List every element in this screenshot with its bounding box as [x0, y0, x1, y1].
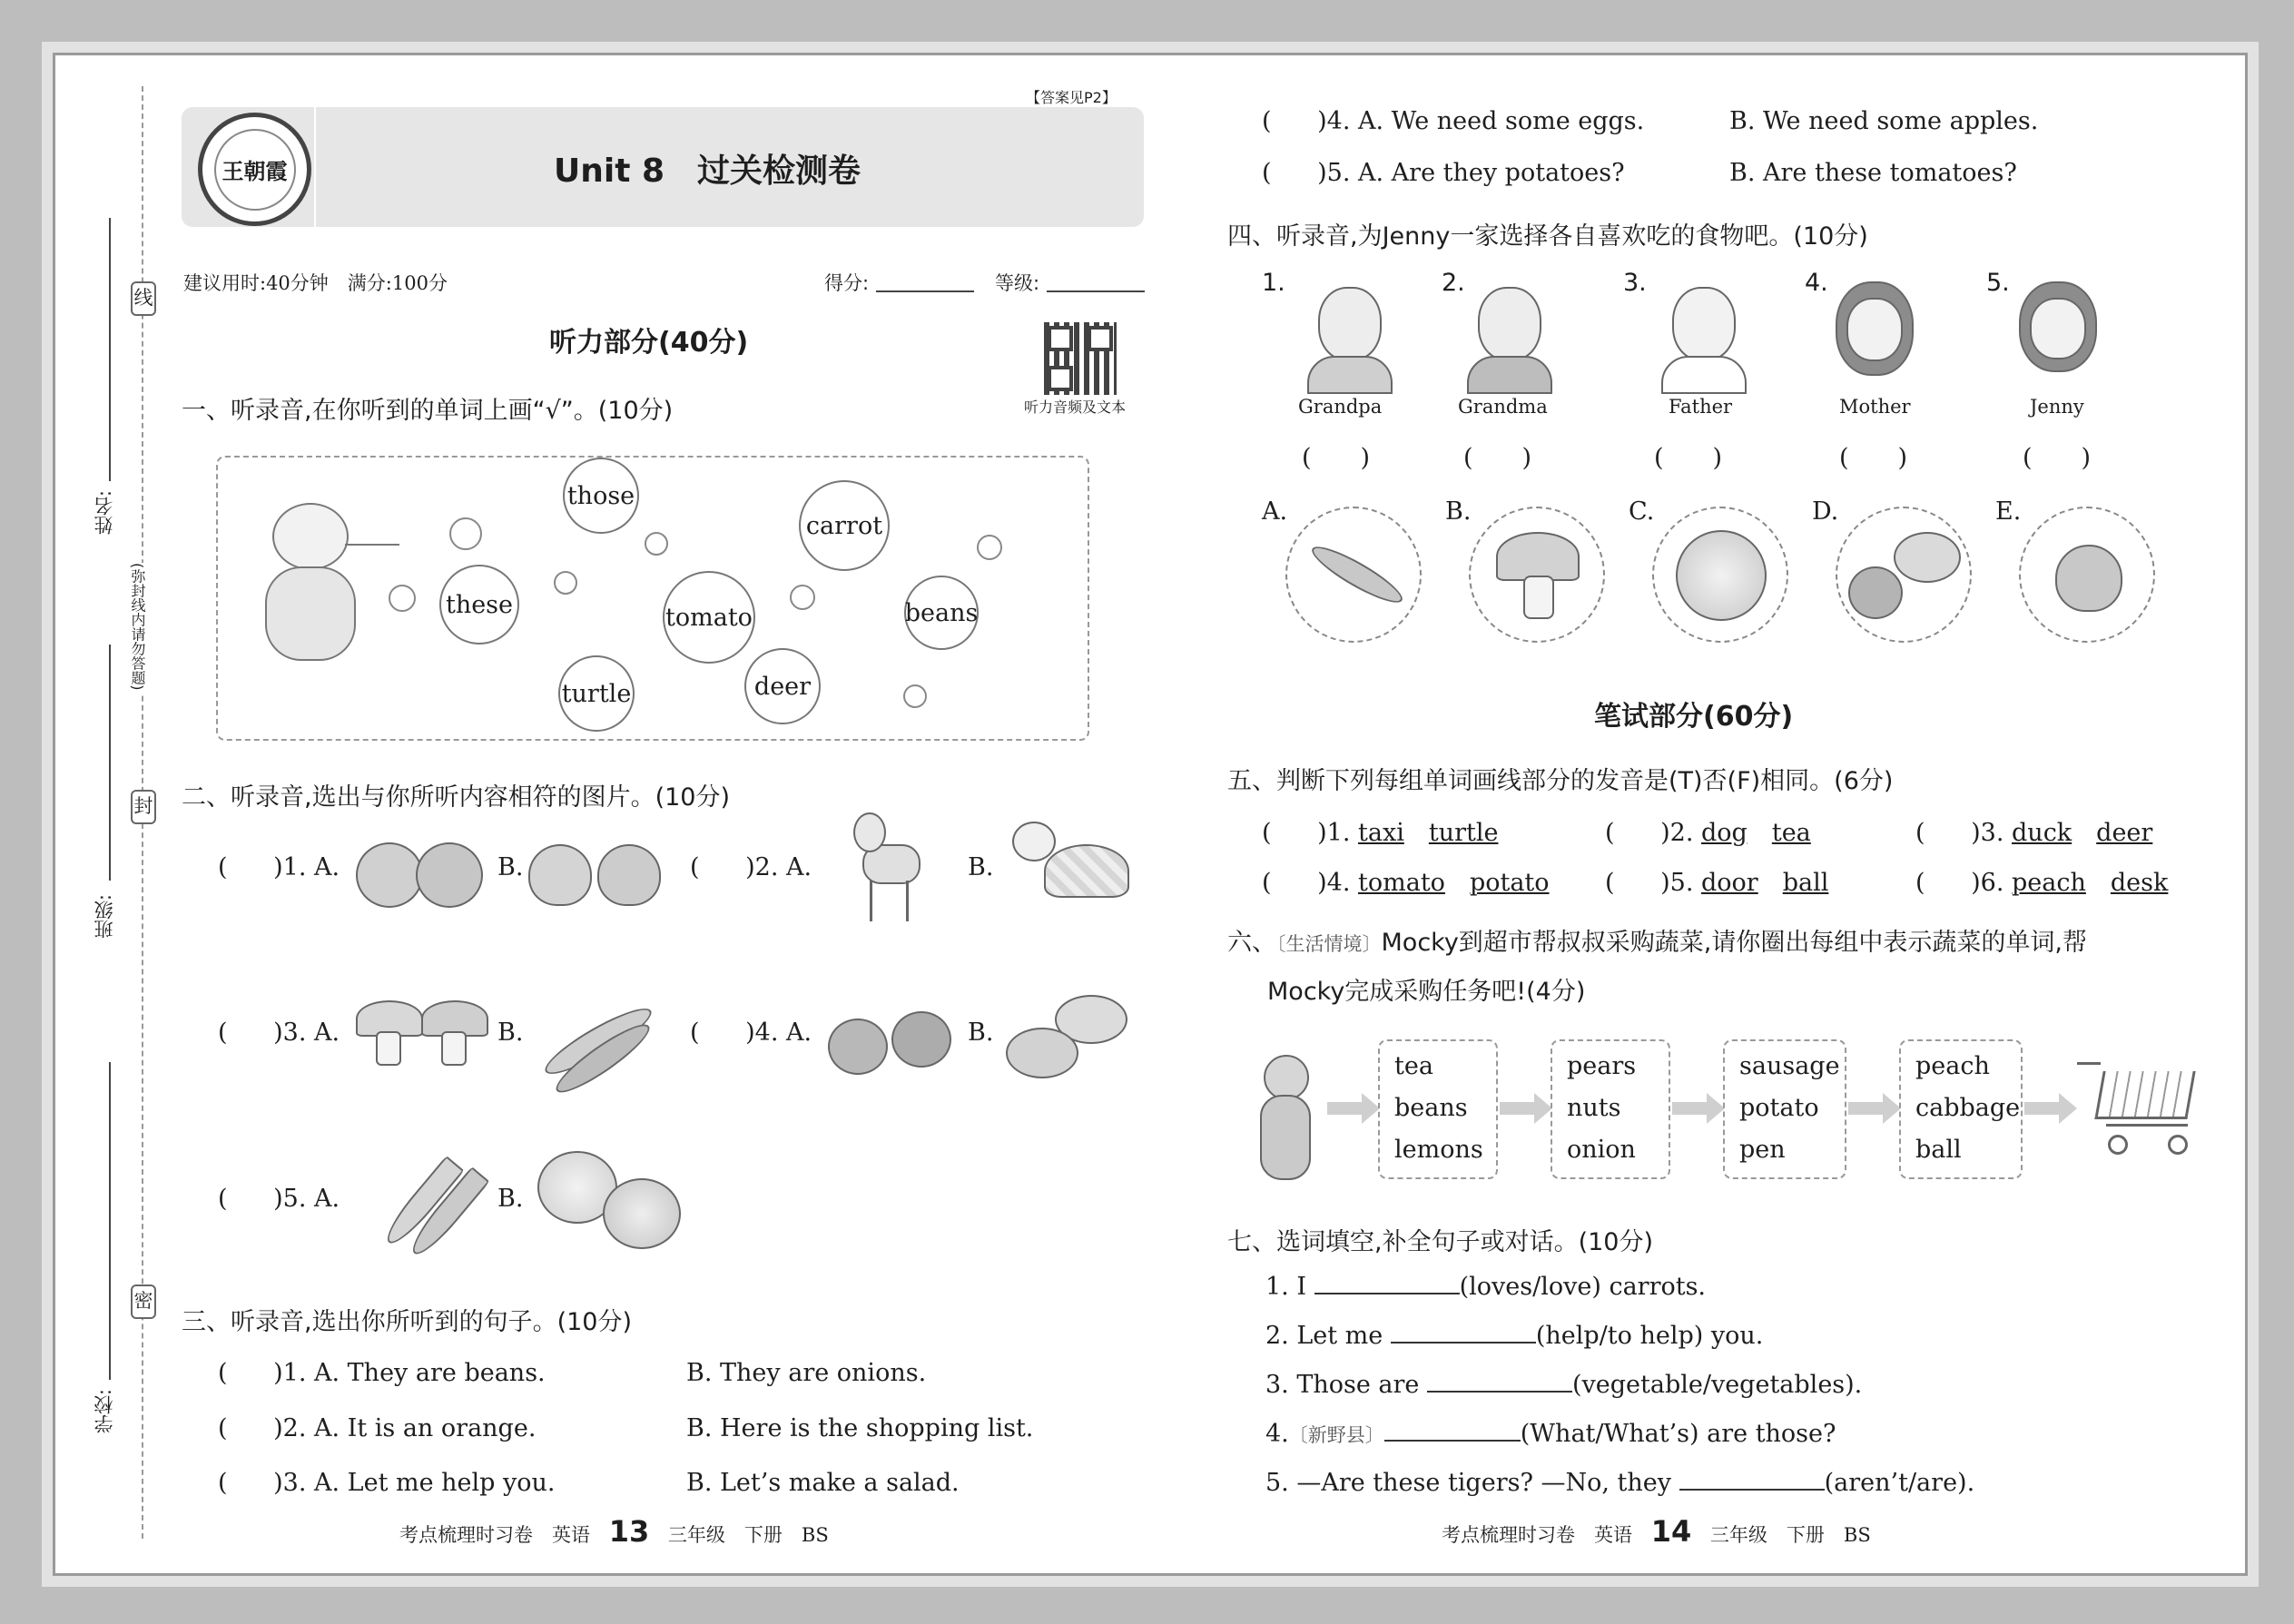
footer-left: [399, 1514, 829, 1549]
empty-bubble: [449, 517, 482, 550]
onion-shape: [356, 842, 423, 908]
shoulders-shape: [1467, 356, 1552, 394]
page-number-13: 13: [608, 1514, 650, 1549]
q5-word: tomato: [1358, 869, 1445, 897]
q5-word: deer: [2096, 819, 2153, 847]
jenny-illustration: [2015, 281, 2097, 390]
pig-blowing-bubbles-illustration: [256, 494, 356, 675]
q3-item-3-a: )3. A. Let me help you.: [273, 1469, 556, 1497]
q5-item-2-num: )2.: [1660, 819, 1694, 847]
q6-arrow: [1672, 1102, 1708, 1115]
class-field[interactable]: [109, 645, 111, 881]
person-num-3: 3.: [1623, 269, 1647, 297]
deer-leg: [870, 881, 872, 921]
q2-item-2-label: )2. A.: [745, 853, 812, 881]
food-options-row: [1262, 497, 2179, 652]
pig-body: [265, 566, 356, 661]
person-num-1: 1.: [1262, 269, 1285, 297]
banner-divider: [314, 107, 316, 227]
q6-arrow-head: [1707, 1093, 1725, 1124]
empty-bubble: [554, 571, 577, 595]
person-name-mother: Mother: [1839, 396, 1911, 418]
onion-shape: [597, 844, 661, 906]
class-label: [91, 894, 118, 943]
onion-shape: [528, 844, 592, 906]
cart-basket: [2094, 1071, 2195, 1119]
q3-item-3: ( )3. A. Let me help you.: [218, 1469, 556, 1497]
grandpa-illustration: [1307, 281, 1389, 390]
score-label: 得分:: [824, 272, 870, 294]
beans-picture[interactable]: [537, 991, 655, 1091]
q7-text: (What/What’s) are those?: [1520, 1420, 1836, 1448]
q7-text: (help/to help) you.: [1535, 1322, 1764, 1350]
q5-word: turtle: [1428, 819, 1499, 847]
q3-item-1: ( )1. A. They are beans.: [218, 1359, 546, 1387]
potatoes-picture[interactable]: [1006, 995, 1133, 1082]
written-section-title: 笔试部分(60分): [1594, 701, 1794, 733]
empty-bubble: [389, 585, 416, 612]
q5-item-2: ( )2. dog tea: [1605, 819, 1811, 847]
q6-arrow-head: [1362, 1093, 1380, 1124]
q6-word[interactable]: potato: [1739, 1094, 1819, 1122]
q7-region-tag: 〔新野县〕: [1288, 1424, 1384, 1446]
q1-instruction: 一、听录音,在你听到的单词上画“√”。(10分): [182, 397, 674, 425]
q5-item-6-num: )6.: [1971, 869, 2004, 897]
q7-blank-2[interactable]: [1391, 1322, 1536, 1343]
mother-illustration: [1832, 281, 1914, 390]
q7-item-4: [1265, 1420, 1836, 1448]
q4-instruction: 四、听录音,为Jenny一家选择各自喜欢吃的食物吧。(10分): [1227, 222, 1868, 251]
turtle-shell: [1044, 844, 1129, 898]
q3-item-4-a: )4. A. We need some eggs.: [1317, 107, 1645, 135]
food-option-b-plate[interactable]: [1469, 507, 1605, 643]
name-field[interactable]: [109, 218, 111, 481]
q6-word[interactable]: cabbage: [1915, 1094, 2021, 1122]
q5-word: peach: [2012, 869, 2086, 897]
mushroom-stem: [376, 1031, 401, 1066]
q7-text: 2. Let me: [1265, 1322, 1391, 1350]
binding-margin: [91, 64, 182, 1561]
person-num-2: 2.: [1442, 269, 1465, 297]
q6-word[interactable]: sausage: [1739, 1052, 1840, 1080]
cabbage-shape: [1676, 530, 1767, 621]
person-num-4: 4.: [1805, 269, 1828, 297]
empty-bubble: [903, 684, 927, 708]
person-name-grandpa: Grandpa: [1298, 396, 1383, 418]
empty-bubble: [977, 535, 1002, 560]
person-name-jenny: Jenny: [2030, 396, 2084, 418]
q5-word: desk: [2110, 869, 2169, 897]
word-bubble-deer[interactable]: deer: [744, 648, 821, 724]
footer-right-grade: 三年级 下册 BS: [1709, 1524, 1871, 1546]
q2-item-2: ( )2. A.: [690, 853, 812, 881]
q3-item-4: ( )4. A. We need some eggs.: [1262, 107, 1645, 135]
q3-item-1-a: )1. A. They are beans.: [273, 1359, 546, 1387]
q7-text: 1. I: [1265, 1273, 1314, 1301]
mushroom-cap: [1496, 532, 1580, 581]
school-label: [91, 1389, 118, 1438]
q3-item-2-b: B. Here is the shopping list.: [686, 1414, 1034, 1442]
q3-item-3-b: B. Let’s make a salad.: [686, 1469, 960, 1497]
q2-item-5-b: B.: [497, 1185, 524, 1213]
q7-text: (aren’t/are).: [1824, 1469, 1975, 1497]
q2-item-1: ( )1. A.: [218, 853, 340, 881]
tomato-shape: [891, 1011, 951, 1068]
mushroom-stem: [441, 1031, 467, 1066]
q6-word[interactable]: peach: [1915, 1052, 1990, 1080]
q5-word: duck: [2012, 819, 2072, 847]
word-bubble-beans[interactable]: beans: [904, 576, 979, 650]
seal-note-text: (弥封线内请勿答题): [129, 563, 146, 691]
mushroom-stem: [1523, 576, 1554, 619]
turtle-head: [1012, 822, 1056, 861]
cart-base: [2106, 1124, 2188, 1127]
q2-item-3: ( )3. A.: [218, 1019, 340, 1047]
q5-word: potato: [1469, 869, 1550, 897]
binding-mark-feng: 封: [131, 790, 156, 824]
seal-note: [123, 563, 151, 695]
food-option-c-plate[interactable]: [1652, 507, 1788, 643]
q6-word[interactable]: nuts: [1567, 1094, 1621, 1122]
shoulders-shape: [1661, 356, 1747, 394]
name-label-text: 姓名:: [94, 490, 115, 536]
person-name-grandma: Grandma: [1458, 396, 1548, 418]
q7-text: 4.: [1265, 1420, 1289, 1448]
q6-word[interactable]: onion: [1567, 1136, 1636, 1164]
tomato-shape: [1848, 566, 1903, 619]
class-label-text: 班级:: [94, 894, 115, 940]
q5-word: tea: [1771, 819, 1811, 847]
publisher-seal-logo: [198, 113, 311, 226]
q6-number: 六、: [1227, 929, 1276, 957]
q5-word: ball: [1782, 869, 1829, 897]
word-bubble-those[interactable]: those: [563, 458, 639, 534]
person-answer-3[interactable]: ( ): [1654, 444, 1723, 472]
q6-text: Mocky到超市帮叔叔采购蔬菜,请你圈出每组中表示蔬菜的单词,帮: [1381, 929, 2087, 957]
qr-code[interactable]: [1044, 322, 1117, 395]
q6-word[interactable]: pen: [1739, 1136, 1786, 1164]
q5-word: taxi: [1358, 819, 1404, 847]
q6-word[interactable]: tea: [1394, 1052, 1433, 1080]
q2-item-1-b: B.: [497, 853, 524, 881]
word-bubble-turtle[interactable]: turtle: [558, 655, 635, 732]
seal-inner: 王朝霞: [214, 129, 296, 211]
q7-blank-1[interactable]: [1314, 1273, 1460, 1294]
monkey-head: [1264, 1055, 1309, 1100]
q3-item-1-b: B. They are onions.: [686, 1359, 927, 1387]
footer-right: [1442, 1514, 1871, 1549]
person-answer-2[interactable]: ( ): [1463, 444, 1532, 472]
q7-blank-3[interactable]: [1427, 1371, 1572, 1393]
person-answer-5[interactable]: ( ): [2023, 444, 2092, 472]
potato-shape: [1894, 532, 1961, 583]
score-field[interactable]: [876, 290, 974, 292]
binding-mark-xian: 线: [131, 281, 156, 316]
page-title: Unit 8 过关检测卷: [554, 153, 861, 190]
q5-item-3: ( )3. duck deer: [1915, 819, 2153, 847]
q6-arrow: [1500, 1102, 1536, 1115]
deer-picture[interactable]: [844, 808, 926, 926]
q6-word[interactable]: beans: [1394, 1094, 1468, 1122]
q3-instruction: 三、听录音,选出你所听到的句子。(10分): [182, 1308, 633, 1336]
q7-item-1: [1265, 1273, 1706, 1301]
empty-bubble: [645, 532, 668, 556]
qr-caption: 听力音频及文本: [1024, 399, 1127, 416]
onions-picture-b[interactable]: [528, 835, 665, 908]
word-bubble-carrot[interactable]: carrot: [799, 480, 890, 571]
q6-group-3: [1723, 1039, 1846, 1179]
q3-item-5-b: B. Are these tomatoes?: [1729, 159, 2017, 187]
answer-reference: 【答案见P2】: [1026, 89, 1117, 106]
q1-word-bubble-box: [216, 456, 1089, 741]
q6-instruction: [1227, 922, 2087, 958]
q6-arrow-head: [2059, 1093, 2077, 1124]
q7-item-3: [1265, 1371, 1862, 1399]
q3-item-5: ( )5. A. Are they potatoes?: [1262, 159, 1625, 187]
q2-item-3-label: )3. A.: [273, 1019, 340, 1047]
food-option-a-label: A.: [1262, 497, 1288, 526]
tomato-shape: [828, 1019, 888, 1075]
q7-blank-4[interactable]: [1384, 1420, 1521, 1442]
food-option-e-label: E.: [1995, 497, 2022, 526]
qr-corner: [1048, 366, 1073, 391]
q5-instruction: 五、判断下列每组单词画线部分的发音是(T)否(F)相同。(6分): [1227, 767, 1894, 795]
q6-word[interactable]: lemons: [1394, 1136, 1483, 1164]
q6-arrow: [1848, 1102, 1885, 1115]
face-shape: [2030, 298, 2086, 359]
cabbage-shape: [603, 1178, 681, 1249]
grandma-illustration: [1467, 281, 1549, 390]
family-row: [1262, 263, 2179, 481]
qr-corner: [1088, 326, 1113, 351]
deer-leg: [906, 881, 909, 921]
q2-item-2-b: B.: [968, 853, 994, 881]
q7-instruction: 七、选词填空,补全句子或对话。(10分): [1227, 1228, 1654, 1256]
q3-item-2: ( )2. A. It is an orange.: [218, 1414, 537, 1442]
school-label-text: 学校:: [94, 1389, 115, 1434]
deer-head: [853, 812, 886, 852]
food-option-d-label: D.: [1812, 497, 1839, 526]
tomatoes-picture[interactable]: [828, 1006, 955, 1074]
potato-shape: [1006, 1028, 1078, 1078]
food-option-a-plate[interactable]: [1285, 507, 1422, 643]
q2-item-5-label: )5. A.: [273, 1185, 340, 1213]
q6-arrow-head: [1883, 1093, 1901, 1124]
mushrooms-picture[interactable]: [356, 997, 492, 1069]
q2-item-5: ( )5. A.: [218, 1185, 340, 1213]
food-option-d-plate[interactable]: [1836, 507, 1972, 643]
bubble-wand: [345, 544, 399, 546]
shopping-cart-icon: [2077, 1062, 2195, 1162]
cart-wheel: [2168, 1135, 2188, 1155]
q3-item-2-a: )2. A. It is an orange.: [273, 1414, 537, 1442]
q5-item-4: ( )4. tomato potato: [1262, 869, 1550, 897]
q5-word: door: [1701, 869, 1758, 897]
person-answer-1[interactable]: ( ): [1302, 444, 1371, 472]
face-shape: [1318, 287, 1382, 361]
cart-handle: [2077, 1062, 2101, 1065]
q7-text: (loves/love) carrots.: [1459, 1273, 1707, 1301]
face-shape: [1672, 287, 1736, 361]
q2-item-4-label: )4. A.: [745, 1019, 812, 1047]
q6-word[interactable]: pears: [1567, 1052, 1637, 1080]
monkey-mocky-illustration: [1251, 1035, 1314, 1185]
q5-item-6: ( )6. peach desk: [1915, 869, 2169, 897]
q2-item-4: ( )4. A.: [690, 1019, 812, 1047]
q6-arrow: [2024, 1102, 2061, 1115]
beans-and-carrot-shape: [1306, 538, 1408, 611]
q7-text: 5. —Are these tigers? —No, they: [1265, 1469, 1679, 1497]
q5-item-1-num: )1.: [1317, 819, 1351, 847]
school-field[interactable]: [109, 1062, 111, 1380]
food-option-c-label: C.: [1629, 497, 1655, 526]
person-num-5: 5.: [1986, 269, 2010, 297]
face-shape: [1846, 298, 1903, 361]
page-number-14: 14: [1650, 1514, 1692, 1549]
q7-text: (vegetable/vegetables).: [1571, 1371, 1863, 1399]
q6-word[interactable]: ball: [1915, 1136, 1962, 1164]
time-score-info: 建议用时:40分钟 满分:100分: [183, 272, 448, 294]
onions-picture[interactable]: [356, 835, 483, 908]
q5-item-5-num: )5.: [1660, 869, 1694, 897]
binding-mark-mi: 密: [131, 1284, 156, 1319]
q6-group-1: [1378, 1039, 1498, 1179]
person-answer-4[interactable]: ( ): [1839, 444, 1908, 472]
pig-head: [272, 503, 349, 570]
q3-item-5-a: )5. A. Are they potatoes?: [1317, 159, 1625, 187]
food-option-b-label: B.: [1445, 497, 1472, 526]
q6-group-2: [1551, 1039, 1670, 1179]
q2-item-4-b: B.: [968, 1019, 994, 1047]
q7-item-2: [1265, 1322, 1763, 1350]
q7-item-5: [1265, 1469, 1974, 1497]
onion-shape: [416, 842, 483, 908]
q6-group-4: [1899, 1039, 2023, 1179]
q6-instruction-line2: Mocky完成采购任务吧!(4分): [1267, 978, 1586, 1006]
cabbages-picture[interactable]: [537, 1151, 683, 1251]
shoulders-shape: [1307, 356, 1393, 394]
q5-item-5: ( )5. door ball: [1605, 869, 1829, 897]
qr-corner: [1048, 326, 1073, 351]
father-illustration: [1661, 281, 1743, 390]
listening-section-title: 听力部分(40分): [549, 327, 749, 359]
name-label: [91, 490, 118, 539]
monkey-body: [1260, 1095, 1311, 1180]
q6-arrow-head: [1534, 1093, 1552, 1124]
person-name-father: Father: [1669, 396, 1733, 418]
food-option-e-plate[interactable]: [2019, 507, 2155, 643]
onion-shape: [2055, 545, 2122, 612]
footer-left-text: 考点梳理时习卷 英语: [399, 1524, 590, 1546]
q5-item-1: ( )1. taxi turtle: [1262, 819, 1499, 847]
word-bubble-these[interactable]: these: [439, 565, 519, 645]
q5-item-4-num: )4.: [1317, 869, 1351, 897]
cart-wheel: [2108, 1135, 2128, 1155]
empty-bubble: [790, 585, 815, 610]
q5-word: dog: [1701, 819, 1748, 847]
q2-instruction: 二、听录音,选出与你所听内容相符的图片。(10分): [182, 783, 731, 812]
q2-item-3-b: B.: [497, 1019, 524, 1047]
footer-left-grade: 三年级 下册 BS: [667, 1524, 829, 1546]
q7-blank-5[interactable]: [1679, 1469, 1825, 1491]
q6-context-tag: 〔生活情境〕: [1276, 933, 1382, 955]
grade-field[interactable]: [1047, 290, 1145, 292]
grade-label: 等级:: [995, 272, 1040, 294]
q5-item-3-num: )3.: [1971, 819, 2004, 847]
title-banner: [182, 107, 1144, 227]
q3-item-4-b: B. We need some apples.: [1729, 107, 2039, 135]
q7-text: 3. Those are: [1265, 1371, 1427, 1399]
carrots-picture[interactable]: [361, 1151, 479, 1251]
face-shape: [1478, 287, 1541, 361]
word-bubble-tomato[interactable]: tomato: [663, 571, 755, 664]
turtle-picture[interactable]: [1008, 817, 1135, 903]
q2-item-1-label: )1. A.: [273, 853, 340, 881]
footer-right-text: 考点梳理时习卷 英语: [1442, 1524, 1632, 1546]
